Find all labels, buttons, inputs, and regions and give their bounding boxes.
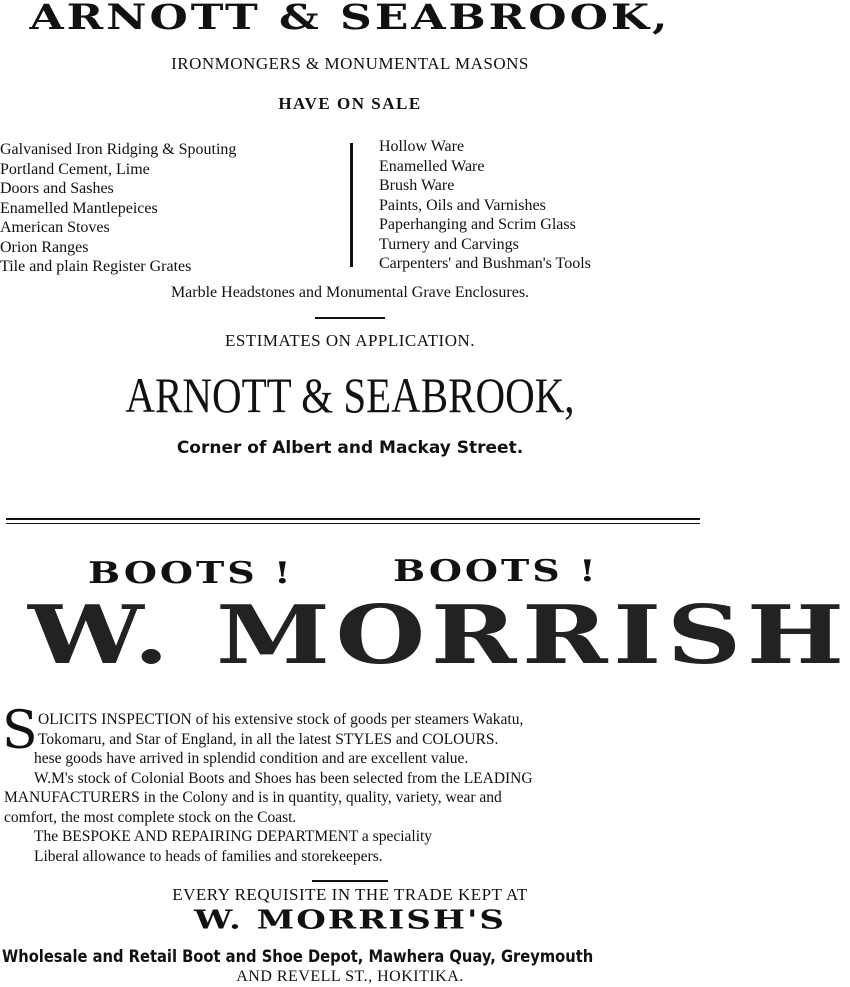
arnott-seabrook-advertisement (0, 0, 700, 520)
short-rule (312, 880, 388, 882)
right-goods-list (379, 137, 591, 274)
body-line: Liberal allowance to heads of families and storekeepers. (34, 847, 383, 865)
marble-headstones-line: Marble Headstones and Monumental Grave Enclosures. (170, 284, 530, 301)
list-item: Hollow Ware (379, 138, 465, 155)
body-line: Tokomaru, and Star of England, in all the latest STYLES and COLOURS. (38, 730, 499, 748)
morrish-advertisement (0, 520, 850, 987)
list-item: Tile and plain Register Grates (0, 258, 192, 275)
have-on-sale-heading: HAVE ON SALE (278, 94, 422, 113)
ad-address: Corner of Albert and Mackay Street. (176, 438, 524, 458)
body-line: MANUFACTURERS in the Colony and is in quantity, quality, variety, wear and (4, 789, 502, 806)
requisite-line: EVERY REQUISITE IN THE TRADE KEPT AT (172, 885, 528, 904)
boots-heading-left: BOOTS ! (88, 554, 294, 591)
ad-name-large: ARNOTT & SEABROOK, (125, 367, 575, 423)
list-item: Orion Ranges (0, 238, 89, 256)
list-item: Enamelled Ware (379, 157, 485, 175)
list-item: Carpenters' and Bushman's Tools (379, 255, 591, 272)
list-item: Portland Cement, Lime (0, 160, 150, 178)
ad-subtitle: IRONMONGERS & MONUMENTAL MASONS (171, 54, 529, 73)
body-line: The BESPOKE AND REPAIRING DEPARTMENT a speciality (34, 828, 433, 845)
list-item: Paperhanging and Scrim Glass (379, 216, 576, 233)
list-item: Doors and Sashes (0, 180, 114, 197)
column-divider (350, 143, 353, 267)
morrish-name-large: W. MORRISH (28, 588, 850, 683)
body-line: comfort, the most complete stock on the Coast. (4, 808, 297, 826)
ad-title: ARNOTT & SEABROOK, (29, 0, 671, 38)
list-item: Brush Ware (379, 177, 455, 194)
drop-cap: S (2, 701, 38, 761)
estimates-line: ESTIMATES ON APPLICATION. (224, 331, 476, 350)
left-goods-list (0, 140, 236, 277)
body-line: W.M's stock of Colonial Boots and Shoes has been selected from the LEADING (34, 769, 533, 787)
revell-line: AND REVELL ST., HOKITIKA. (236, 968, 464, 985)
morrish-s-heading: W. MORRISH'S (194, 904, 506, 936)
ad-body-text (4, 710, 700, 866)
short-rule (315, 317, 385, 319)
list-item: American Stoves (0, 219, 110, 236)
boots-heading-right: BOOTS ! (393, 552, 599, 589)
body-line: OLICITS INSPECTION of his extensive stock of goods per steamers Wakatu, (38, 711, 524, 728)
depot-line: Wholesale and Retail Boot and Shoe Depot, Mawhera Quay, Greymouth (2, 947, 594, 967)
list-item: Galvanised Iron Ridging & Spouting (0, 141, 237, 158)
list-item: Paints, Oils and Varnishes (379, 196, 546, 214)
list-item: Enamelled Mantlepeices (0, 199, 158, 217)
list-item: Turnery and Carvings (379, 235, 519, 253)
body-line: hese goods have arrived in splendid condition and are excellent value. (34, 750, 469, 767)
